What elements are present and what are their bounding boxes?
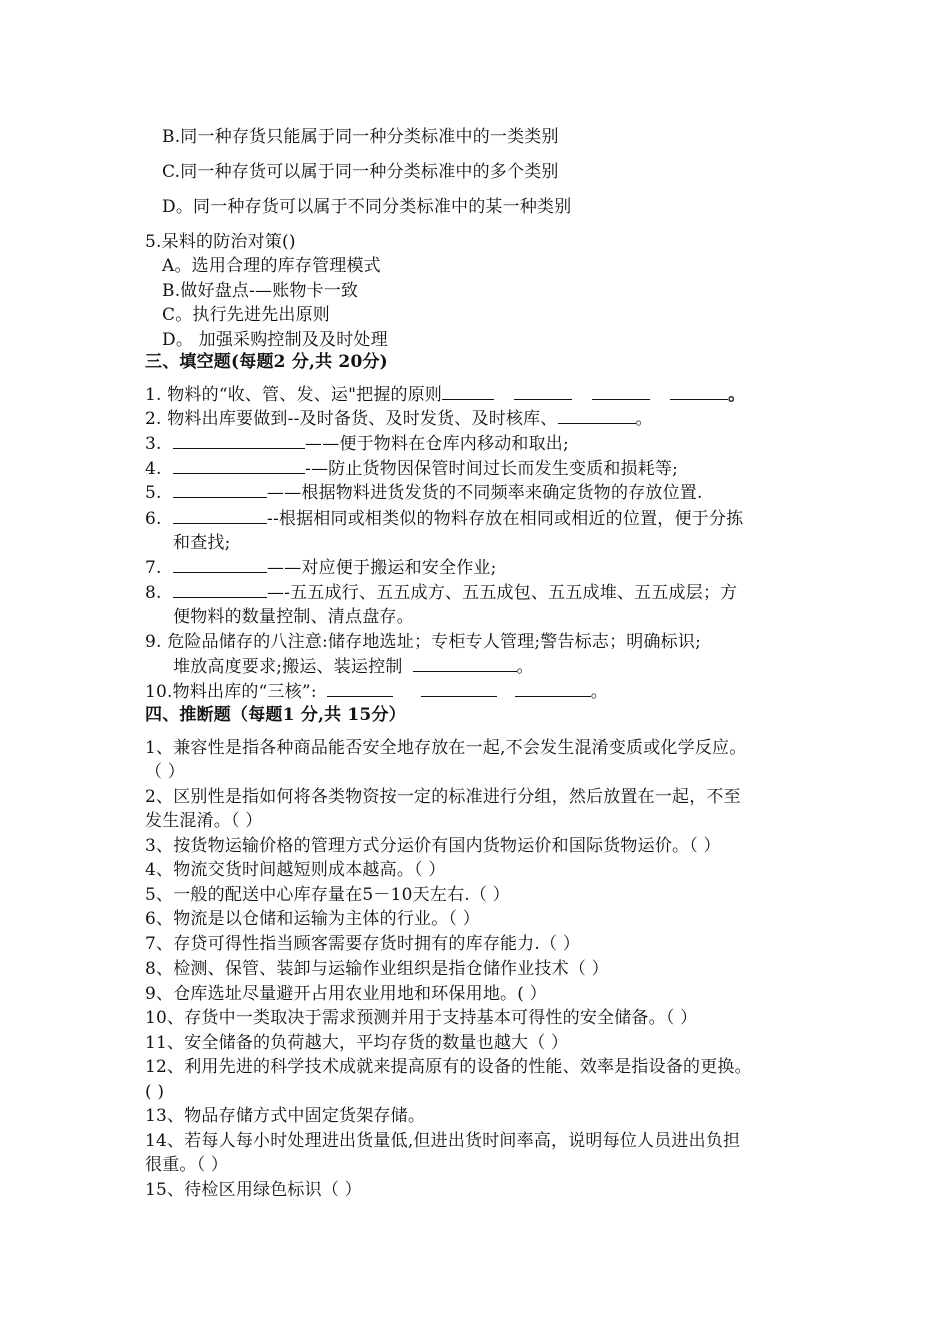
fill-q6: [145, 507, 743, 531]
fill-q9: 9. 危险品储存的八注意:储存地选址；专柜专人管理;警告标志；明确标识;: [145, 632, 702, 652]
fill-q1-end: 。: [728, 385, 746, 405]
fill-q10-blank-1: [327, 680, 393, 697]
section3-title: 三、填空题(每题2 分,共 20分): [145, 352, 388, 372]
q4-option-d: D。同一种存货可以属于不同分类标准中的某一种类别: [162, 197, 572, 217]
tf-line-11: 9、仓库选址尽量避开占用农业用地和环保用地。( ）: [145, 984, 547, 1004]
tf-line-2: （ ）: [145, 762, 186, 782]
fill-q4: [145, 457, 678, 481]
fill-q1-blank-4: [670, 383, 728, 400]
tf-line-17: 14、若每人每小时处理进出货量低,但进出货时间率高，说明每位人员进出负担: [145, 1131, 741, 1151]
fill-q8-continued: 便物料的数量控制、清点盘存。: [173, 607, 414, 627]
tf-line-13: 11、安全储备的负荷越大，平均存货的数量也越大（ ）: [145, 1033, 569, 1053]
fill-q8-blank: [173, 581, 267, 598]
fill-q4-text: -—防止货物因保管时间过长而发生变质和损耗等;: [305, 459, 679, 479]
fill-q10-end: 。: [590, 682, 608, 702]
q5-stem: 5.呆料的防治对策(): [145, 232, 296, 252]
fill-q6-num: 6.: [145, 509, 162, 529]
tf-line-5: 3、按货物运输价格的管理方式分运价有国内货物运价和国际货物运价。（ ）: [145, 836, 721, 856]
fill-q4-blank: [173, 457, 305, 474]
fill-q6-text: --根据相同或相类似的物料存放在相同或相近的位置，便于分拣: [267, 509, 744, 529]
fill-q7-num: 7.: [145, 558, 162, 578]
fill-q7-text: ——对应便于搬运和安全作业;: [267, 558, 497, 578]
fill-q3-num: 3.: [145, 434, 162, 454]
fill-q3-text: ——便于物料在仓库内移动和取出;: [305, 434, 569, 454]
fill-q8: [145, 581, 737, 605]
fill-q7: [145, 556, 497, 580]
fill-q6-blank: [173, 507, 267, 524]
q5-option-a: A。选用合理的库存管理模式: [162, 256, 381, 276]
tf-line-19: 15、待检区用绿色标识（ ）: [145, 1180, 362, 1200]
fill-q2-end: 。: [635, 409, 653, 429]
fill-q8-num: 8.: [145, 583, 162, 603]
section4-title-text: 四、推断题（每题1 分,共 15分）: [145, 705, 406, 725]
fill-q3-blank: [173, 432, 305, 449]
fill-q5-text: ——根据物料进货发货的不同频率来确定货物的存放位置.: [267, 483, 703, 503]
fill-q8-text: —-五五成行、五五成方、五五成包、五五成堆、五五成层；方: [267, 583, 738, 603]
tf-line-14: 12、利用先进的科学技术成就来提高原有的设备的性能、效率是指设备的更换。: [145, 1057, 752, 1077]
fill-q2-text: 2. 物料出库要做到--及时备货、及时发货、及时核库、: [145, 409, 558, 429]
tf-line-4: 发生混淆。（ ）: [145, 811, 263, 831]
tf-line-1: 1、兼容性是指各种商品能否安全地存放在一起,不会发生混淆变质或化学反应。: [145, 738, 747, 758]
fill-q10-blank-3: [515, 680, 591, 697]
fill-q3: [145, 432, 569, 456]
tf-line-10: 8、检测、保管、装卸与运输作业组织是指仓储作业技术（ ）: [145, 959, 609, 979]
section4-title: [145, 703, 406, 727]
fill-q10-blank-2: [421, 680, 497, 697]
fill-q1-blank-1: [442, 383, 494, 400]
fill-q2: [145, 407, 653, 431]
fill-q1-blank-2: [514, 383, 572, 400]
fill-q6-continued: 和查找;: [173, 533, 231, 553]
tf-line-8: 6、物流是以仓储和运输为主体的行业。（ ）: [145, 909, 480, 929]
fill-q9-end: 。: [516, 657, 534, 677]
tf-line-9: 7、存贷可得性指当顾客需要存货时拥有的库存能力.（ ）: [145, 934, 581, 954]
tf-line-15: ( ): [145, 1082, 165, 1102]
fill-q9-continued: [173, 655, 534, 679]
tf-line-6: 4、物流交货时间越短则成本越高。（ ）: [145, 860, 446, 880]
fill-q1: [145, 383, 745, 407]
fill-q5-blank: [173, 481, 267, 498]
tf-line-7: 5、一般的配送中心库存量在5－10天左右.（ ）: [145, 885, 510, 905]
fill-q9-text2: 堆放高度要求;搬运、装运控制: [173, 657, 403, 677]
tf-line-16: 13、物品存储方式中固定货架存储。: [145, 1106, 426, 1126]
q5-option-b: B.做好盘点-—账物卡一致: [162, 281, 359, 301]
tf-line-12: 10、存货中一类取决于需求预测并用于支持基本可得性的安全储备。（ ）: [145, 1008, 698, 1028]
fill-q7-blank: [173, 556, 267, 573]
fill-q10-text: 10.物料出库的“三核”:: [145, 682, 317, 702]
fill-q10: [145, 680, 608, 704]
q5-option-c: C。执行先进先出原则: [162, 305, 331, 325]
tf-line-3: 2、区别性是指如何将各类物资按一定的标准进行分组，然后放置在一起，不至: [145, 787, 741, 807]
fill-q5-num: 5.: [145, 483, 162, 503]
fill-q2-blank: [558, 407, 636, 424]
q4-option-b: B.同一种存货只能属于同一种分类标准中的一类类别: [162, 127, 559, 147]
fill-q9-blank: [413, 655, 517, 672]
q5-option-d: D。 加强采购控制及及时处理: [162, 330, 388, 350]
q4-option-c: C.同一种存货可以属于同一种分类标准中的多个类别: [162, 162, 559, 182]
fill-q5: [145, 481, 703, 505]
fill-q1-blank-3: [592, 383, 650, 400]
fill-q1-text: 1. 物料的“收、管、发、运"把握的原则: [145, 385, 443, 405]
fill-q4-num: 4.: [145, 459, 162, 479]
tf-line-18: 很重。（ ）: [145, 1155, 229, 1175]
